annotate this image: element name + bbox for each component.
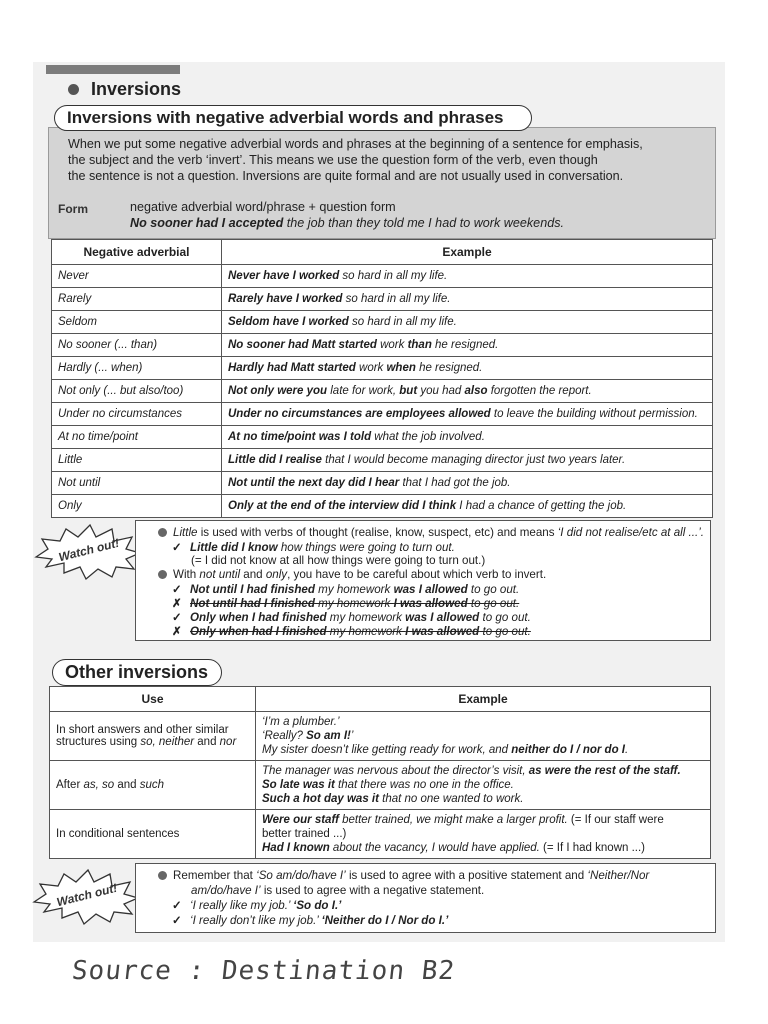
example-line: [262, 813, 704, 827]
example-cell: [256, 810, 711, 859]
form-example: [130, 216, 564, 230]
text-fragment: is used to agree with a positive statement and: [345, 869, 588, 882]
example-line: [262, 792, 704, 806]
negative-adverbial-table: [51, 239, 713, 518]
watch-out-badge: [30, 866, 142, 926]
text-fragment: Under no circumstances are employees allowed: [228, 408, 491, 420]
text-fragment: when: [386, 362, 416, 374]
page-title-text: Inversions: [91, 79, 182, 99]
text-fragment: Not only were you: [228, 385, 328, 397]
watch-out-badge: [32, 521, 144, 581]
example-line: [262, 743, 704, 757]
example-line: [262, 729, 704, 743]
text-fragment: .: [625, 744, 629, 756]
text-fragment: ‘I really don’t like my job.’: [190, 913, 322, 927]
text-fragment: So late was it: [262, 779, 335, 791]
text-fragment: Only when had I finished: [190, 625, 327, 638]
text-fragment: was I allowed: [405, 611, 480, 624]
text-fragment: better trained, we might make a larger profit.: [338, 814, 568, 826]
adverbial-cell: Hardly (... when): [52, 357, 222, 380]
text-fragment: At no time/point was I told: [228, 431, 372, 443]
text-fragment: he resigned.: [415, 362, 483, 374]
watch-out-line: [158, 869, 649, 882]
watch-out-line: [158, 568, 546, 581]
check-icon: ✓: [172, 913, 182, 927]
form-label: Form: [58, 202, 88, 216]
text-fragment: Had I known: [262, 842, 330, 854]
example-line: [262, 778, 704, 792]
text-fragment: No sooner had Matt started: [228, 339, 377, 351]
text-fragment: to go out.: [479, 625, 531, 638]
table-row: [52, 357, 713, 380]
text-fragment: ‘Neither do I / Nor do I.’: [321, 913, 449, 927]
text-fragment: Rarely have I worked: [228, 293, 343, 305]
adverbial-cell: Only: [52, 495, 222, 518]
text-fragment: In short answers and other similar structures using: [56, 724, 229, 748]
text-fragment: so hard in all my life.: [342, 293, 451, 305]
text-fragment: ‘I’m a plumber.’: [262, 716, 340, 728]
text-fragment: but: [399, 385, 418, 397]
text-fragment: Only at the end of the interview did I think: [228, 500, 457, 512]
watch-out-line: [172, 582, 519, 596]
example-cell: [256, 761, 711, 810]
text-fragment: After: [56, 779, 84, 791]
text-fragment: that I had got the job.: [399, 477, 511, 489]
text-fragment: My sister doesn’t like getting ready for work, and: [262, 744, 512, 756]
text-fragment: you had: [417, 385, 465, 397]
check-icon: ✓: [172, 583, 182, 596]
example-cell: [222, 426, 713, 449]
cross-icon: ✗: [172, 597, 182, 610]
text-fragment: I was allowed: [393, 597, 468, 610]
text-fragment: and: [240, 568, 266, 581]
text-fragment: that I would become managing director just two years later.: [321, 454, 626, 466]
text-fragment: is used with verbs of thought (realise, know, suspect, etc) and means: [197, 526, 558, 539]
bullet-icon: [158, 528, 167, 537]
table-row: [50, 712, 711, 761]
text-fragment: about the vacancy, I would have applied.: [329, 842, 540, 854]
text-fragment: how things were going to turn out.: [277, 541, 455, 554]
watch-out-line: [172, 913, 448, 927]
adverbial-cell: Under no circumstances: [52, 403, 222, 426]
text-fragment: Not until the next day did I hear: [228, 477, 400, 489]
use-cell: [50, 712, 256, 761]
text-fragment: my homework: [326, 611, 406, 624]
table-row: [52, 311, 713, 334]
text-fragment: Not until had I finished: [190, 597, 315, 610]
page-title: [68, 79, 181, 100]
text-fragment: Such a hot day was it: [262, 793, 379, 805]
table-row: [52, 380, 713, 403]
text-fragment: ‘So am/do/have I’: [256, 869, 346, 882]
example-line: [262, 841, 704, 855]
use-cell: [50, 761, 256, 810]
table-row: [52, 426, 713, 449]
text-fragment: to go out.: [467, 597, 520, 610]
watch-out-line: [172, 540, 455, 554]
title-bullet-icon: [68, 84, 79, 95]
text-fragment: (= If our staff were: [567, 814, 664, 826]
intro-line: the sentence is not a question. Inversions are quite formal and are not usually used in conversation.: [68, 169, 624, 183]
text-fragment: my homework: [314, 597, 394, 610]
example-cell: [222, 288, 713, 311]
intro-line: the subject and the verb ‘invert’. This means we use the question form of the verb, even though: [68, 153, 598, 167]
text-fragment: The manager was nervous about the director’s visit,: [262, 765, 529, 777]
column-header-adverbial: Negative adverbial: [52, 240, 222, 265]
watch-out-line: [172, 898, 341, 912]
table-row: [52, 288, 713, 311]
use-cell: [50, 810, 256, 859]
example-cell: [222, 449, 713, 472]
text-fragment: Only when I had finished: [190, 611, 327, 624]
text-fragment: to go out.: [479, 611, 531, 624]
watch-out-line: [158, 526, 704, 539]
section-colour-bar: [46, 65, 180, 74]
watch-out-line: [172, 624, 531, 638]
example-line: [262, 715, 704, 729]
adverbial-cell: Rarely: [52, 288, 222, 311]
text-fragment: I had a chance of getting the job.: [456, 500, 627, 512]
text-fragment: to go out.: [467, 583, 520, 596]
text-fragment: Not until I had finished: [190, 583, 315, 596]
watch-out-label: Watch out!: [57, 535, 121, 565]
text-fragment: Little: [173, 526, 198, 539]
text-fragment: So am I!: [306, 730, 351, 742]
text-fragment: Never have I worked: [228, 270, 340, 282]
example-line: [262, 827, 704, 841]
section-heading-text: Inversions with negative adverbial words and phrases: [67, 108, 504, 127]
text-fragment: that there was no one in the office.: [334, 779, 514, 791]
text-fragment: ‘I really like my job.’: [190, 899, 294, 912]
text-fragment: late for work,: [327, 385, 400, 397]
text-fragment: , you have to be careful about which verb to invert.: [287, 568, 547, 581]
text-fragment: also: [464, 385, 488, 397]
text-fragment: nor: [219, 736, 237, 748]
text-fragment: ’: [350, 730, 354, 742]
column-header-example: Example: [256, 687, 711, 712]
text-fragment: Little did I know: [190, 541, 278, 554]
text-fragment: so hard in all my life.: [339, 270, 448, 282]
text-fragment: as, so: [83, 779, 115, 791]
text-fragment: am/do/have I’: [191, 883, 261, 897]
text-fragment: Were our staff: [262, 814, 339, 826]
watch-out-line: [191, 554, 485, 567]
bullet-icon: [158, 570, 167, 579]
table-row: [52, 449, 713, 472]
example-cell: [222, 403, 713, 426]
column-header-use: Use: [50, 687, 256, 712]
bullet-icon: [158, 871, 167, 880]
watch-out-line: [172, 596, 519, 610]
text-fragment: such: [139, 779, 165, 791]
text-fragment: my homework: [314, 583, 394, 596]
form-rule: negative adverbial word/phrase + question form: [130, 200, 396, 214]
text-fragment: ‘Neither/Nor: [587, 869, 650, 882]
example-cell: [256, 712, 711, 761]
example-cell: [222, 357, 713, 380]
text-fragment: forgotten the report.: [487, 385, 592, 397]
table-row: [50, 810, 711, 859]
example-line: [262, 764, 704, 778]
form-example-rest: the job than they told me I had to work weekends.: [283, 216, 564, 230]
text-fragment: not until: [199, 568, 241, 581]
table-row: [52, 265, 713, 288]
text-fragment: In conditional sentences: [56, 828, 180, 840]
table-header-row: [50, 687, 711, 712]
watch-out-line: [191, 884, 484, 897]
adverbial-cell: Never: [52, 265, 222, 288]
text-fragment: what the job involved.: [371, 431, 485, 443]
example-cell: [222, 265, 713, 288]
example-cell: [222, 311, 713, 334]
adverbial-cell: Not only (... but also/too): [52, 380, 222, 403]
check-icon: ✓: [172, 899, 182, 912]
table-row: [52, 403, 713, 426]
section-heading-negative-adverbials: [54, 105, 532, 131]
text-fragment: he resigned.: [431, 339, 499, 351]
text-fragment: than: [407, 339, 432, 351]
adverbial-cell: Little: [52, 449, 222, 472]
text-fragment: to leave the building without permission.: [490, 408, 698, 420]
example-cell: [222, 334, 713, 357]
adverbial-cell: At no time/point: [52, 426, 222, 449]
text-fragment: that no one wanted to work.: [378, 793, 524, 805]
text-fragment: work: [355, 362, 387, 374]
table-row: [52, 495, 713, 518]
intro-line: When we put some negative adverbial words and phrases at the beginning of a sentence for emphasis,: [68, 137, 643, 151]
table-row: [50, 761, 711, 810]
text-fragment: Hardly had Matt started: [228, 362, 356, 374]
watch-out-line: [172, 610, 531, 624]
text-fragment: so, neither: [140, 736, 195, 748]
text-fragment: Little did I realise: [228, 454, 322, 466]
adverbial-cell: Not until: [52, 472, 222, 495]
example-cell: [222, 495, 713, 518]
other-inversions-table: [49, 686, 711, 859]
text-fragment: is used to agree with a negative statement.: [260, 883, 485, 897]
text-fragment: only: [265, 568, 288, 581]
text-fragment: my homework: [326, 625, 406, 638]
table-row: [52, 472, 713, 495]
adverbial-cell: Seldom: [52, 311, 222, 334]
cross-icon: ✗: [172, 625, 182, 638]
text-fragment: better trained ...): [262, 828, 347, 840]
text-fragment: (= I did not know at all how things were going to turn out.): [191, 554, 486, 567]
table-header-row: [52, 240, 713, 265]
example-cell: [222, 380, 713, 403]
column-header-example: Example: [222, 240, 713, 265]
text-fragment: (= If I had known ...): [539, 842, 646, 854]
table-row: [52, 334, 713, 357]
check-icon: ✓: [172, 541, 182, 554]
text-fragment: ‘Really?: [262, 730, 307, 742]
text-fragment: was I allowed: [393, 583, 468, 596]
watch-out-label: Watch out!: [55, 880, 119, 910]
section-heading-other-inversions: [52, 659, 222, 686]
example-cell: [222, 472, 713, 495]
text-fragment: as were the rest of the staff.: [528, 765, 681, 777]
text-fragment: and: [114, 779, 140, 791]
text-fragment: Seldom have I worked: [228, 316, 349, 328]
text-fragment: so hard in all my life.: [348, 316, 457, 328]
text-fragment: neither do I / nor do I: [511, 744, 626, 756]
check-icon: ✓: [172, 611, 182, 624]
text-fragment: I was allowed: [405, 625, 480, 638]
text-fragment: ‘I did not realise/etc at all ...’.: [557, 526, 705, 539]
intro-text: [68, 136, 708, 184]
adverbial-cell: No sooner (... than): [52, 334, 222, 357]
text-fragment: With: [173, 568, 200, 581]
form-example-bold: No sooner had I accepted: [130, 216, 284, 230]
section-heading-text: Other inversions: [65, 662, 209, 682]
text-fragment: Remember that: [173, 869, 257, 882]
text-fragment: ‘So do I.’: [293, 899, 342, 912]
handwritten-source-note: Source : Destination B2: [70, 956, 457, 986]
text-fragment: and: [194, 736, 220, 748]
text-fragment: work: [376, 339, 408, 351]
